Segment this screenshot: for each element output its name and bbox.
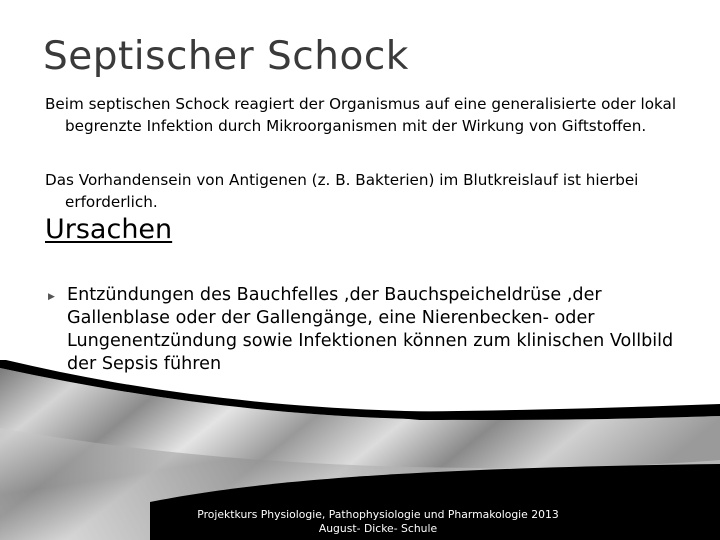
paragraph-antigens: Das Vorhandensein von Antigenen (z. B. Bakterien) im Blutkreislauf ist hierbei erforderlich. bbox=[45, 171, 639, 211]
subheading-ursachen: Ursachen bbox=[45, 214, 173, 245]
footer bbox=[150, 508, 606, 536]
bullet-text: Entzündungen des Bauchfelles ,der Bauchspeicheldrüse ,der Gallenblase oder der Gallengänge, eine Nierenbecken- oder Lungenentzündung sowie Infektionen können zum klinischen Vollbild der Sepsis führen bbox=[67, 285, 674, 374]
slide-title: Septischer Schock bbox=[43, 34, 409, 79]
triangle-bullet-icon: ▶ bbox=[48, 292, 55, 302]
paragraph-definition: Beim septischen Schock reagiert der Organismus auf eine generalisierte oder lokal begrenzte Infektion durch Mikroorganismen mit der Wirkung von Giftstoffen. bbox=[45, 95, 677, 135]
footer-course: Projektkurs Physiologie, Pathophysiologie und Pharmakologie 2013 bbox=[197, 508, 559, 521]
footer-school: August- Dicke- Schule bbox=[318, 522, 438, 535]
